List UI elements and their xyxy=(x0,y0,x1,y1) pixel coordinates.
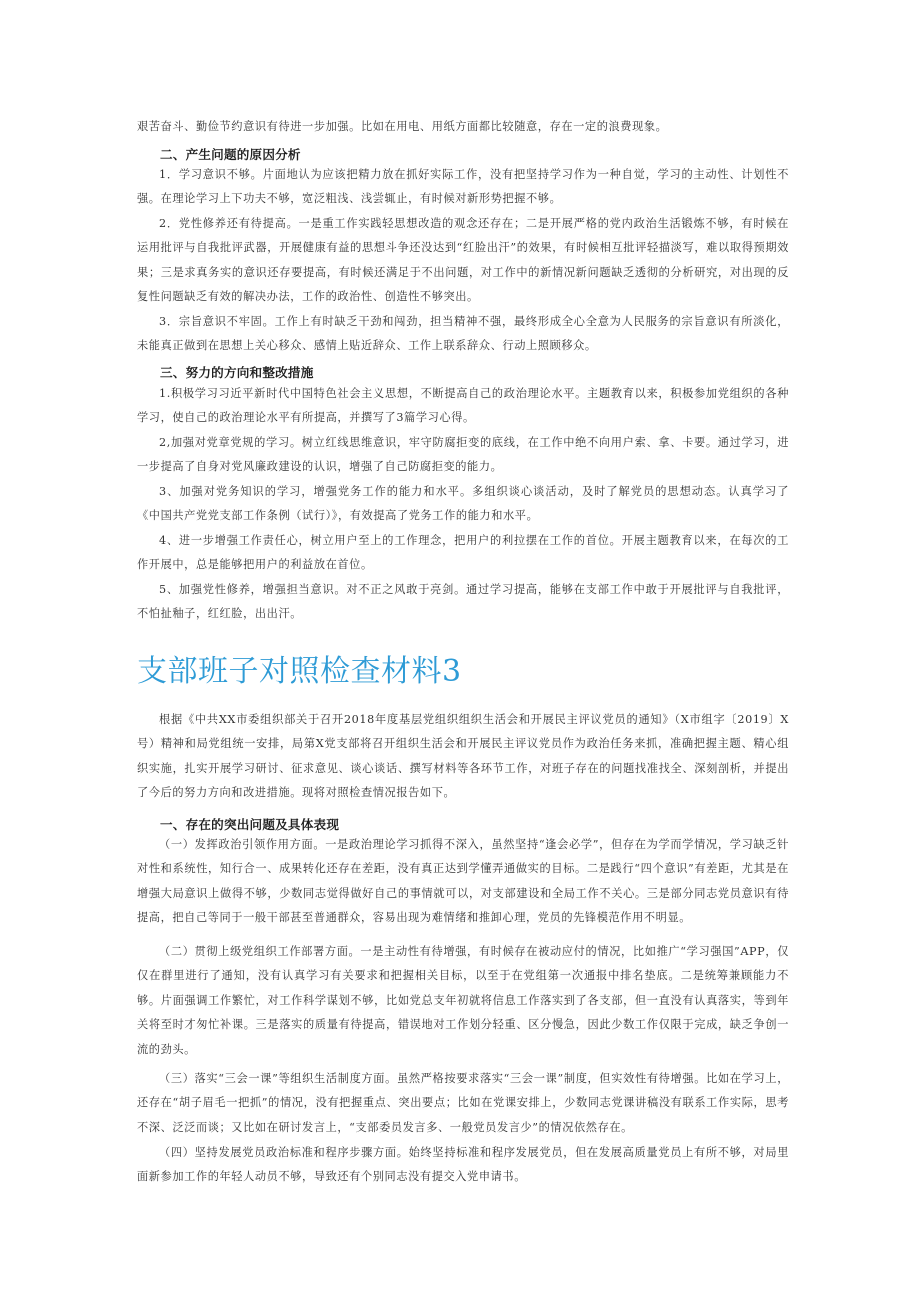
effort-item-1: 1.积极学习习近平新时代中国特色社会主义思想，不断提高自己的政治理论水平。主题教育以来，积极参加党组织的各种学习，使自己的政治理论水平有所提高，并撰写了3篇学习心得。 xyxy=(137,387,789,425)
section-heading-problems: 一、存在的突出问题及具体表现 xyxy=(160,817,340,832)
cause-item-3: 3．宗旨意识不牢固。工作上有时缺乏干劲和闯劲，担当精神不强，最终形成全心全意为人民服务的宗旨意识有所淡化，未能真正做到在思想上关心移众、感情上贴近辞众、工作上联系辞众、行动上照顾移众。 xyxy=(137,315,789,353)
title-intro-paragraph: 根据《中共XX市委组织部关于召开2018年度基层党组织组织生活会和开展民主评议党员的通知》（X市组字〔2019〕X号）精神和局党组统一安排，局第X党支部将召开组织生活会和开展民主评议党员作为政治任务来抓，准确把握主题、精心组织实施，扎实开展学习研讨、征求意见、谈心谈话、撰写材料等各环节工作，对班子存在的问题找准找全、深刻剖析，并提出了今后的努力方向和改进措施。现将对照检查情况报告如下。 xyxy=(137,713,789,800)
document-title: 支部班子对照检查材料3 xyxy=(137,654,462,689)
cause-item-1: 1．学习意识不够。片面地认为应该把精力放在抓好实际工作，没有把坚持学习作为一种自觉，学习的主动性、计划性不强。在理论学习上下功夫不够，宽泛粗浅、浅尝辄止，有时候对新形势把握不够。 xyxy=(137,168,789,206)
effort-item-5: 5、加强党性修养，增强担当意识。对不正之风敢于亮剑。通过学习提高，能够在支部工作中敢于开展批评与自我批评，不怕扯釉子，红红脸，出出汗。 xyxy=(137,583,789,621)
effort-item-2: 2,加强对党章党规的学习。树立红线思维意识，牢守防腐拒变的底线，在工作中绝不向用户索、拿、卡要。通过学习，进一步提高了自身对党风廉政建设的认识，增强了自己防腐拒变的能力。 xyxy=(137,436,789,474)
problem-item-2: （二）贯彻上级党组织工作部署方面。一是主动性有待增强，有时候存在被动应付的情况，比如推广“学习强国”APP，仅仅在群里进行了通知，没有认真学习有关要求和把握相关目标，以至于在党组第一次通报中排名垫底。二是统筹兼顾能力不够。片面强调工作繁忙，对工作科学谋划不够，比如党总支年初就将信息工作落实到了各支部，但一直没有认真落实，等到年关将至时才匆忙补课。三是落实的质量有待提高，错误地对工作划分轻重、区分慢急，因此少数工作仅限于完成，缺乏争创一流的劲头。 xyxy=(137,945,789,1056)
problem-item-1: （一）发挥政治引领作用方面。一是政治理论学习抓得不深入，虽然坚持“逢会必学”，但存在为学而学情况，学习缺乏针对性和系统性，知行合一、成果转化还存在差距，没有真正达到学懂弄通做实的目标。二是践行“四个意识”有差距，尤其是在增强大局意识上做得不够，少数同志觉得做好自己的事情就可以，对支部建设和全局工作不关心。三是部分同志党员意识有待提高，把自己等同于一般干部甚至普通群众，容易出现为难情绪和推卸心理，党员的先锋模范作用不明显。 xyxy=(137,838,789,925)
section-heading-causes: 二、产生问题的原因分析 xyxy=(160,147,301,162)
problem-item-3: （三）落实“三会一课”等组织生活制度方面。虽然严格按要求落实“三会一课”制度，但实效性有待增强。比如在学习上，还存在“胡子眉毛一把抓”的情况，没有把握重点、突出要点；比如在党课安排上，少数同志党课讲稿没有联系工作实际，思考不深、泛泛而谈；又比如在研讨发言上，“支部委员发言多、一般党员发言少”的情况依然存在。 xyxy=(137,1072,789,1134)
section-heading-efforts: 三、努力的方向和整改措施 xyxy=(160,365,314,380)
intro-paragraph: 艰苦奋斗、勤俭节约意识有待进一步加强。比如在用电、用纸方面都比较随意，存在一定的浪费现象。 xyxy=(137,120,668,133)
problem-item-4: （四）坚持发展党员政治标准和程序步骤方面。始终坚持标准和程序发展党员，但在发展高质量党员上有所不够，对局里面新参加工作的年轻人动员不够，导致还有个别同志没有提交入党申请书。 xyxy=(137,1146,789,1184)
effort-item-4: 4、进一步增强工作责任心，树立用户至上的工作理念，把用户的利拉摆在工作的首位。开展主题教育以来，在每次的工作开展中，总是能够把用户的利益放在首位。 xyxy=(137,534,789,572)
cause-item-2: 2．党性修养还有待提高。一是重工作实践轻思想改造的观念还存在；二是开展严格的党内政治生活锻炼不够，有时候在运用批评与自我批评武器，开展健康有益的思想斗争还没达到“红脸出汗”的效果，有时候相互批评轻描淡写，难以取得预期效果；三是求真务实的意识还存要提高，有时候还满足于不出问题，对工作中的新情况新问题缺乏透彻的分析研究，对出现的反复性问题缺乏有效的解决办法，工作的政治性、创造性不够突出。 xyxy=(137,217,789,304)
effort-item-3: 3、加强对党务知识的学习，增强党务工作的能力和水平。多组织谈心谈活动，及时了解党员的思想动态。认真学习了《中国共产党党支部工作条例（试行）》，有效提高了党务工作的能力和水平。 xyxy=(137,485,789,523)
